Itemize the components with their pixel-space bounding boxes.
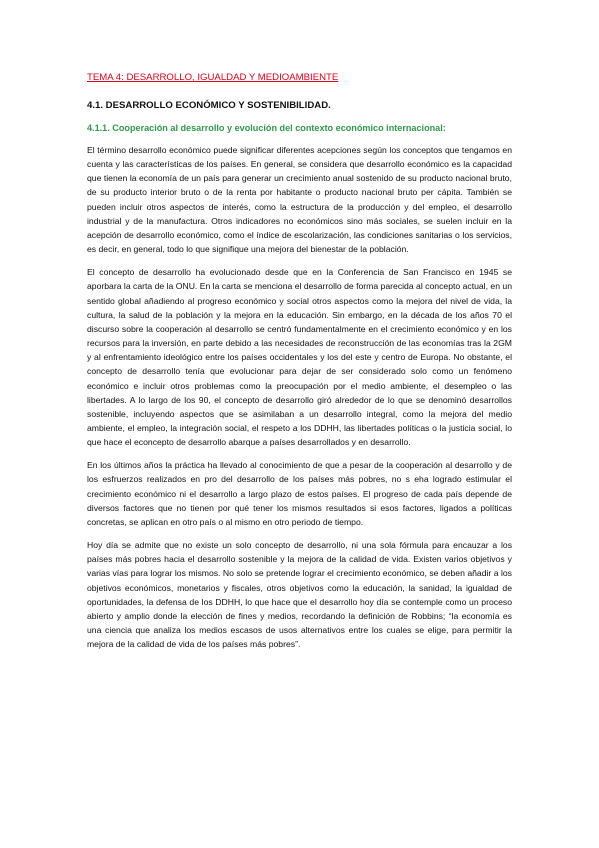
subsection-title: 4.1.1. Cooperación al desarrollo y evolución del contexto económico internacional:	[87, 123, 446, 133]
topic-title: TEMA 4: DESARROLLO, IGUALDAD Y MEDIOAMBIENTE	[87, 72, 339, 83]
paragraph-3: En los últimos años la práctica ha llevado al conocimiento de que a pesar de la cooperación al desarrollo y de los esfruerzos realizados en pro del desarrollo de los países más pobres, no s eha logrado estimular el crecimiento económico ni el desarrollo a largo plazo de estos países. El progreso de cada país depende de diversos factores que no tienen por qué tener los mismos resultados si esos factores, ligados a políticas concretas, se aplican en otro país o al mismo en otro periodo de tiempo.	[87, 460, 512, 527]
paragraph-1: El término desarrollo económico puede significar diferentes acepciones según los conceptos que tengamos en cuenta y las características de los países. En general, se considera que desarrollo económico es la capacidad que tienen la economía de un país para generar un crecimiento anual sostenido de su producto nacional bruto, de su producto interior bruto o de la renta por habitante o producto nacional bruto per cápita. También se pueden incluir otros aspectos de interés, como la estructura de la producción y del empleo, el desarrollo industrial y de la manufactura. Otros indicadores no económicos sino más sociales, se suelen incluir en la acepción de desarrollo económico, como el índice de escolarización, las condiciones sanitarias o los servicios, es decir, en general, todo lo que signifique una mejora del bienestar de la población.	[87, 145, 512, 255]
paragraph-4: Hoy día se admite que no existe un solo concepto de desarrollo, ni una sola fórmula para encauzar a los países más pobres hacia el desarrollo sostenible y la mejora de la calidad de vida. Existen varios objetivos y varias vías para lograr los mismos. No solo se pretende lograr el crecimiento económico, se deben añadir a los objetivos económicos, monetarios y fiscales, otros objetivos como la educación, la sanidad, la igualdad de oportunidades, la defensa de los DDHH, lo que hace que el desarrollo hoy día se contemple como un proceso abierto y amplio donde la elección de fines y medios, recordando la definición de Robbins; “la economía es una ciencia que analiza los medios escasos de usos alternativos entre los cuales se elige, para permitir la mejora de la calidad de vida de los países más pobres”.	[87, 540, 512, 650]
section-title: 4.1. DESARROLLO ECONÓMICO Y SOSTENIBILIDAD.	[87, 100, 331, 111]
paragraph-2: El concepto de desarrollo ha evolucionado desde que en la Conferencia de San Francisco en 1945 se aporbara la carta de la ONU. En la carta se menciona el desarrollo de forma parecida al concepto actual, en un sentido global añadiendo al progreso económico y social otros aspectos como la mejora del nivel de vida, la cultura, la salud de la población y la mejora en la educación. Sin embargo, en la década de los años 70 el discurso sobre la cooperación al desarrollo se centró fundamentalmente en el crecimiento económico y en los recursos para la inversión, en parte debido a las necesidades de reconstrucción de las economías tras la 2GM y al enfrentamiento ideológico entre los países occidentales y los del este y centro de Europa. No obstante, el concepto de desarrollo tenía que evolucionar para dejar de ser considerado solo como un fenómeno económico e incluir otros problemas como la preocupación por el medio ambiente, el desempleo o las libertades. A lo largo de los 90, el concepto de desarrollo giró alrededor de lo que se denominó desarrollos sostenible, incluyendo aspectos que se asimilaban a un desarrollo integral, como la mejora del medio ambiente, el empleo, la integración social, el respeto a los DDHH, las libertades políticas o la justicia social, lo que hace el econcepto de desarrollo abarque a países desarrollados y en desarrollo.	[87, 267, 512, 448]
